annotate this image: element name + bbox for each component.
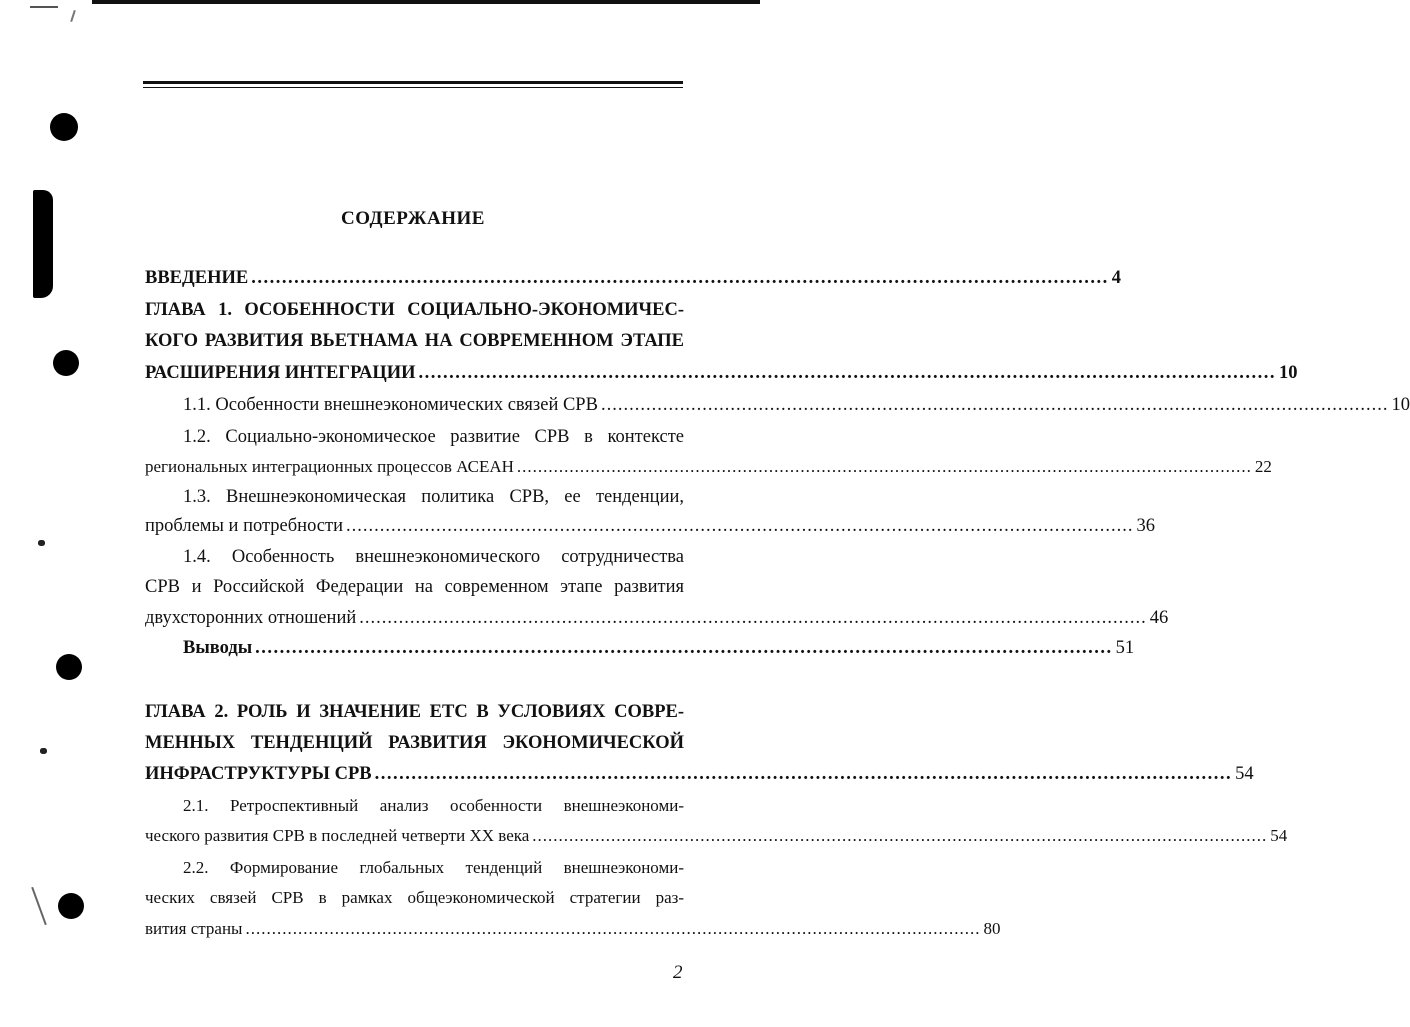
page-number: 2 bbox=[673, 962, 683, 983]
scan-mark bbox=[31, 887, 47, 925]
toc-leader-dots: ............................................................................................................................................ bbox=[532, 826, 1268, 845]
toc-page-number: 10 bbox=[1279, 363, 1298, 383]
toc-page-number: 51 bbox=[1115, 638, 1135, 658]
toc-entry-title: региональных интеграционных процессов АСЕАН bbox=[145, 457, 514, 476]
toc-leader-dots: ............................................................................................................................................ bbox=[245, 919, 981, 938]
header-rule-thick bbox=[143, 81, 683, 84]
toc-entry-title: Выводы bbox=[183, 638, 253, 658]
toc-entry-1-1[interactable] bbox=[183, 391, 1410, 419]
scan-edge-line bbox=[92, 0, 760, 4]
toc-entry-chapter-2-cont: МЕННЫХ ТЕНДЕНЦИЙ РАЗВИТИЯ ЭКОНОМИЧЕСКОЙ bbox=[145, 733, 684, 753]
toc-entry-title: 1.1. Особенности внешнеэкономических связей СРВ bbox=[183, 395, 598, 415]
toc-leader-dots: ............................................................................................................................................ bbox=[359, 608, 1147, 628]
toc-entry-2-1-end bbox=[145, 822, 1288, 850]
punch-hole bbox=[53, 350, 79, 376]
toc-entry-2-2-cont: ческих связей СРВ в рамках общеэкономической стратегии раз- bbox=[145, 888, 684, 907]
toc-page-number: 22 bbox=[1254, 457, 1272, 476]
toc-page-number: 36 bbox=[1136, 516, 1155, 536]
toc-leader-dots: ............................................................................................................................................ bbox=[600, 395, 1389, 415]
toc-leader-dots: ............................................................................................................................................ bbox=[418, 363, 1277, 383]
toc-entry-chapter-1-end bbox=[145, 359, 1298, 387]
toc-entry-1-4-cont: СРВ и Российской Федерации на современном этапе развития bbox=[145, 577, 684, 597]
toc-entry-1-3-end bbox=[145, 512, 1155, 540]
scan-mark bbox=[70, 10, 76, 22]
toc-leader-dots: ............................................................................................................................................ bbox=[374, 764, 1233, 784]
toc-entry-chapter-1-cont: КОГО РАЗВИТИЯ ВЬЕТНАМА НА СОВРЕМЕННОМ ЭТАПЕ bbox=[145, 331, 684, 351]
toc-entry-1-3[interactable]: 1.3. Внешнеэкономическая политика СРВ, ее тенденции, bbox=[183, 487, 684, 507]
toc-entry-2-2-end bbox=[145, 915, 1001, 943]
toc-entry-title: вития страны bbox=[145, 919, 243, 938]
toc-page-number: 54 bbox=[1270, 826, 1288, 845]
toc-entry-title: двухсторонних отношений bbox=[145, 608, 357, 628]
scan-mark bbox=[30, 6, 58, 8]
toc-entry-title: проблемы и потребности bbox=[145, 516, 343, 536]
toc-leader-dots: ............................................................................................................................................ bbox=[345, 516, 1134, 536]
toc-entry-1-2[interactable]: 1.2. Социально-экономическое развитие СРВ в контексте bbox=[183, 427, 684, 447]
binding-shadow bbox=[33, 190, 53, 298]
toc-entry-conclusions[interactable] bbox=[183, 634, 1135, 662]
toc-entry-chapter-2-end bbox=[145, 760, 1254, 788]
punch-hole bbox=[56, 654, 82, 680]
toc-entry-2-1[interactable]: 2.1. Ретроспективный анализ особенности внешнеэкономи- bbox=[183, 796, 684, 815]
toc-entry-title: ИНФРАСТРУКТУРЫ СРВ bbox=[145, 764, 372, 784]
toc-entry-title: РАСШИРЕНИЯ ИНТЕГРАЦИИ bbox=[145, 363, 416, 383]
toc-entry-1-4-end bbox=[145, 604, 1169, 632]
punch-hole bbox=[58, 893, 84, 919]
toc-title: СОДЕРЖАНИЕ bbox=[341, 208, 485, 229]
punch-hole bbox=[50, 113, 78, 141]
toc-entry-introduction[interactable] bbox=[145, 264, 1121, 292]
toc-entry-title: ческого развития СРВ в последней четверти XX века bbox=[145, 826, 530, 845]
toc-page-number: 54 bbox=[1235, 764, 1254, 784]
scan-speck bbox=[38, 540, 45, 546]
toc-entry-chapter-2[interactable]: ГЛАВА 2. РОЛЬ И ЗНАЧЕНИЕ ЕТС В УСЛОВИЯХ СОВРЕ- bbox=[145, 702, 684, 722]
toc-page-number: 10 bbox=[1391, 395, 1410, 415]
toc-entry-1-4[interactable]: 1.4. Особенность внешнеэкономического сотрудничества bbox=[183, 547, 684, 567]
toc-entry-title: ВВЕДЕНИЕ bbox=[145, 268, 249, 288]
header-rule-thin bbox=[143, 87, 683, 88]
toc-entry-chapter-1[interactable]: ГЛАВА 1. ОСОБЕННОСТИ СОЦИАЛЬНО-ЭКОНОМИЧЕС- bbox=[145, 300, 684, 320]
toc-page-number: 4 bbox=[1111, 268, 1121, 288]
toc-leader-dots: ............................................................................................................................................ bbox=[516, 457, 1252, 476]
toc-entry-1-2-end bbox=[145, 453, 1272, 481]
toc-page-number: 80 bbox=[983, 919, 1001, 938]
scan-speck bbox=[40, 748, 47, 754]
toc-leader-dots: ............................................................................................................................................ bbox=[251, 268, 1109, 288]
toc-leader-dots: ............................................................................................................................................ bbox=[255, 638, 1113, 658]
toc-entry-2-2[interactable]: 2.2. Формирование глобальных тенденций внешнеэкономи- bbox=[183, 858, 684, 877]
toc-page-number: 46 bbox=[1149, 608, 1169, 628]
